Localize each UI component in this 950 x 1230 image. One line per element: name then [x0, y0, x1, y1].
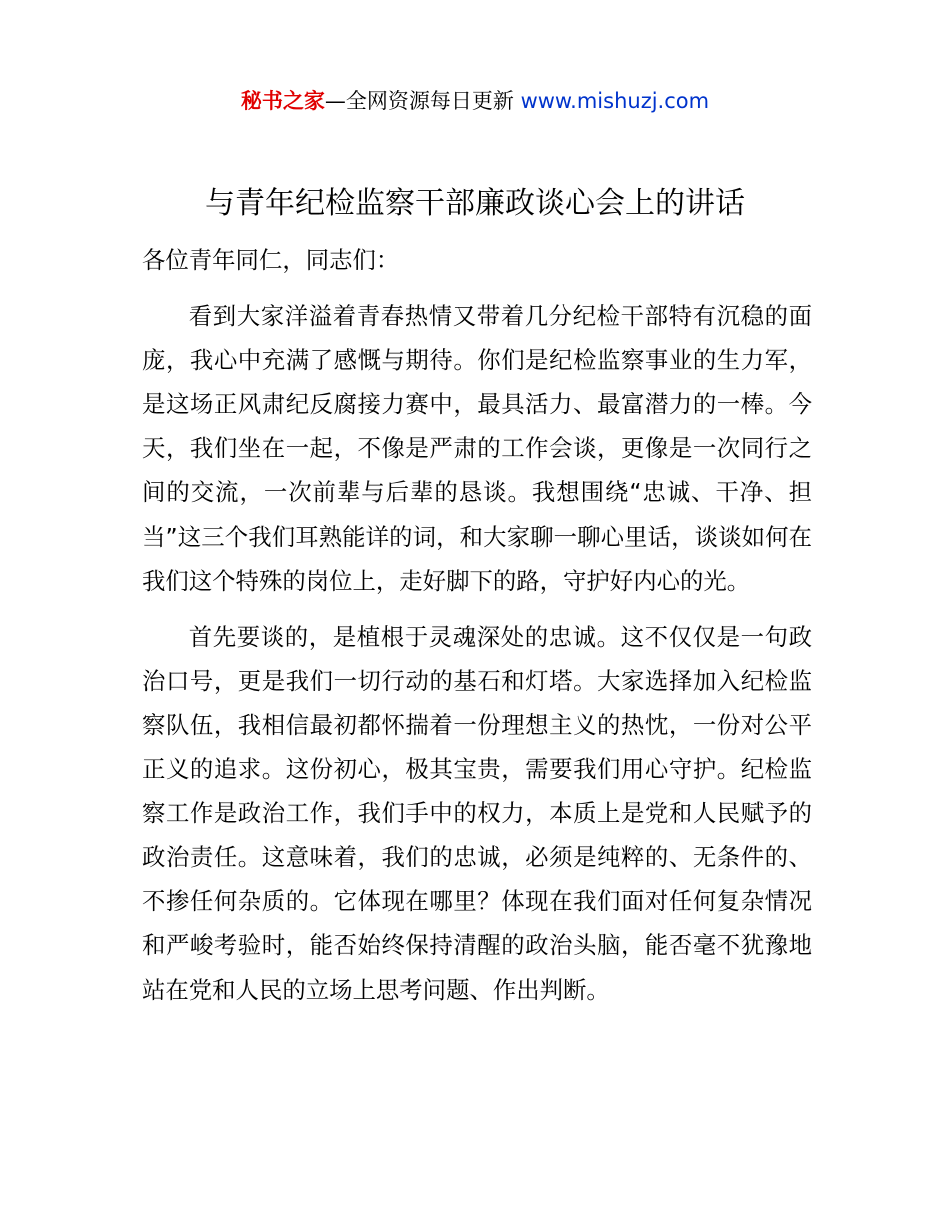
site-brand: 秘书之家 — [240, 89, 325, 113]
paragraph-2: 首先要谈的，是植根于灵魂深处的忠诚。这不仅仅是一句政治口号，更是我们一切行动的基石和灯塔。大家选择加入纪检监察队伍，我相信最初都怀揣着一份理想主义的热忱，一份对公平正义的追求。这份初心，极其宝贵，需要我们用心守护。纪检监察工作是政治工作，我们手中的权力，本质上是党和人民赋予的政治责任。这意味着，我们的忠诚，必须是纯粹的、无条件的、不掺任何杂质的。它体现在哪里？体现在我们面对任何复杂情况和严峻考验时，能否始终保持清醒的政治头脑，能否毫不犹豫地站在党和人民的立场上思考问题、作出判断。 — [142, 622, 812, 1004]
document-body — [142, 238, 812, 1024]
document-title: 与青年纪检监察干部廉政谈心会上的讲话 — [205, 186, 745, 221]
greeting: 各位青年同仁，同志们： — [142, 246, 400, 274]
paragraph-1: 看到大家洋溢着青春热情又带着几分纪检干部特有沉稳的面庞，我心中充满了感慨与期待。你们是纪检监察事业的生力军，是这场正风肃纪反腐接力赛中，最具活力、最富潜力的一棒。今天，我们坐在一起，不像是严肃的工作会谈，更像是一次同行之间的交流，一次前辈与后辈的恳谈。我想围绕“忠诚、干净、担当”这三个我们耳熟能详的词，和大家聊一聊心里话，谈谈如何在我们这个特殊的岗位上，走好脚下的路，守护好内心的光。 — [142, 302, 812, 595]
site-header — [0, 84, 950, 118]
site-tagline: —全网资源每日更新 — [324, 89, 521, 113]
site-url-link[interactable]: www.mishuzj.com — [520, 89, 710, 113]
